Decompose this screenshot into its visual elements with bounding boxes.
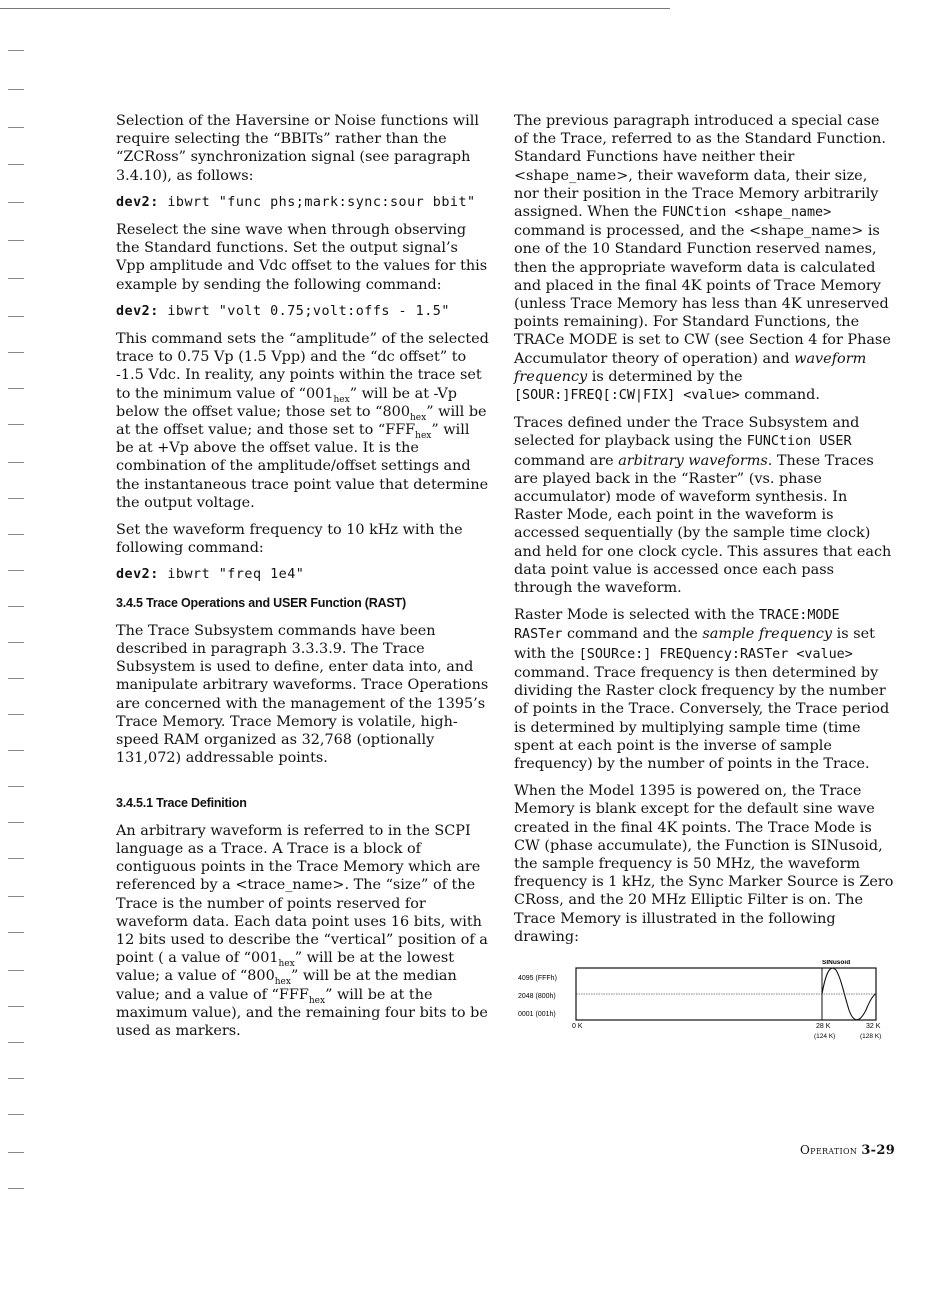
x-tick-128k: (128 K) [860, 1032, 882, 1040]
text-run: Traces defined under the Trace Subsystem and selected for playback using the [514, 415, 860, 450]
margin-tick [8, 1114, 24, 1115]
margin-tick [8, 164, 24, 165]
subscript-hex: hex [410, 412, 427, 423]
inline-code: [SOURce:] FREQuency:RASTer <value> [578, 646, 853, 662]
margin-tick [8, 750, 24, 751]
margin-tick [8, 462, 24, 463]
inline-code: TRACE:MODE RASTer [514, 608, 840, 643]
margin-tick [8, 278, 24, 279]
top-rule [0, 8, 670, 9]
page-footer [800, 1143, 895, 1158]
text-run: command. Trace frequency is then determined by dividing the Raster clock frequency by the number of points in the Trace. Conversely, the Trace period is determined by multiplying sample time (time spent at each point is the inverse of sample frequency) by the number of points in the Trace. [514, 664, 890, 772]
margin-tick [8, 50, 24, 51]
command-example [116, 303, 491, 321]
section-heading: 3.4.5.1 Trace Definition [116, 795, 247, 810]
margin-tick [8, 352, 24, 353]
text-run: command are [514, 452, 619, 469]
x-tick-28k: 28 K [816, 1022, 831, 1030]
paragraph: Selection of the Haversine or Noise functions will require selecting the “BBITs” rather than the “ZCRoss” synchronization signal (see paragraph 3.4.10), as follows: [116, 113, 479, 184]
paragraph: Reselect the sine wave when through observing the Standard functions. Set the output signal’s Vpp amplitude and Vdc offset to the values for this example by sending the following command: [116, 222, 488, 293]
margin-tick [8, 202, 24, 203]
paragraph [116, 822, 491, 1040]
footer-section: Operation [800, 1143, 858, 1157]
label-mid: 2048 (800h) [518, 992, 556, 1000]
text-run: ” will be at -Vp below the offset value; those set to “800 [116, 385, 457, 420]
command-text: ibwrt "volt 0.75;volt:offs - 1.5" [158, 303, 450, 319]
text-run: An arbitrary waveform is referred to in the SCPI language as a Trace. A Trace is a block of contiguous points in the Trace Memory which are referenced by a <trace_name>. The “size” of the Trace is the number of points reserved for waveform data. Each data point uses 16 bits, with 12 bits used to describe the “vertical” position of a point ( a value of “001 [116, 822, 488, 967]
label-min: 0001 (001h) [518, 1010, 556, 1018]
margin-tick [8, 932, 24, 933]
text-run: command. [739, 387, 820, 404]
command-text: ibwrt "freq 1e4" [158, 567, 305, 583]
margin-tick [8, 498, 24, 499]
subscript-hex: hex [274, 977, 291, 988]
subscript-hex: hex [308, 995, 326, 1006]
text-run: command is processed, and the <shape_name> is one of the 10 Standard Function reserved names, then the appropriate waveform data is calculated and placed in the final 4K points of Trace Memory (unless Trace Memory has less than 4K unreserved points remaining). For Standard Functions, the TRACe MODE is set to CW (see Section 4 for Phase Accumulator theory of operation) and [514, 223, 891, 367]
trace-memory-diagram [514, 960, 904, 1042]
paragraph: The Trace Subsystem commands have been described in paragraph 3.3.3.9. The Trace Subsystem is used to define, enter data into, and manipulate arbitrary waveforms. Trace Operations are concerned with the management of the 1395’s Trace Memory. Trace Memory is volatile, high-speed RAM organized as 32,768 (optionally 131,072) addressable points. [116, 622, 489, 767]
sinusoid-label: SINusoid [822, 959, 851, 966]
text-run: ” will be at the maximum value), and the remaining four bits to be used as markers. [116, 986, 488, 1039]
margin-tick [8, 89, 24, 90]
paragraph: When the Model 1395 is powered on, the Trace Memory is blank except for the default sine wave created in the final 4K points. The Trace Mode is CW (phase accumulate), the Function is SINusoid, the sample frequency is 50 MHz, the waveform frequency is 1 kHz, the Sync Marker Source is Zero CRoss, and the 20 MHz Elliptic Filter is on. The Trace Memory is illustrated in the following drawing: [514, 783, 894, 945]
margin-tick [8, 388, 24, 389]
right-column [514, 112, 894, 1042]
paragraph [514, 112, 894, 405]
text-run: ” will be at the offset value; and those set to “FFF [116, 403, 487, 439]
text-run: is determined by the [587, 368, 743, 385]
x-tick-0k: 0 K [572, 1022, 583, 1030]
x-tick-32k: 32 K [866, 1022, 881, 1030]
device-prefix: dev2: [116, 567, 159, 583]
text-run: ” will be at the lowest value; a value of “800 [116, 950, 454, 985]
command-example [116, 566, 491, 584]
margin-tick [8, 1042, 24, 1043]
paragraph [514, 606, 894, 773]
text-run: This command sets the “amplitude” of the selected trace to 0.75 Vp (1.5 Vpp) and the “dc offset” to -1.5 Vdc. In reality, any points within the trace set to the minimum value of “001 [116, 331, 489, 402]
inline-code: FUNCtion <shape_name> [661, 205, 832, 221]
device-prefix: dev2: [116, 303, 159, 319]
margin-tick [8, 534, 24, 535]
left-column [116, 112, 491, 1049]
margin-tick [8, 1078, 24, 1079]
text-run: Raster Mode is selected with the [514, 607, 759, 624]
command-example [116, 194, 491, 212]
margin-tick [8, 642, 24, 643]
margin-tick [8, 714, 24, 715]
text-run: command and the [562, 626, 703, 643]
margin-tick [8, 822, 24, 823]
text-run: . These Traces are played back in the “Raster” (vs. phase accumulator) mode of waveform synthesis. In Raster Mode, each point in the waveform is accessed sequentially (by the sample time clock) and held for one clock cycle. This assures that each data point value is accessed once each pass through the waveform. [514, 452, 892, 597]
device-prefix: dev2: [116, 194, 159, 210]
emphasis: sample frequency [702, 626, 833, 643]
inline-code: [SOUR:]FREQ[:CW|FIX] <value> [514, 388, 740, 404]
margin-tick [8, 127, 24, 128]
text-run: ” will be at the median value; and a value of “FFF [116, 968, 457, 1003]
text-run: is set with the [514, 626, 875, 662]
text-run: ” will be at +Vp above the offset value. It is the combination of the amplitude/offset settings and the instantaneous trace point value that determine the output voltage. [116, 422, 489, 511]
margin-tick [8, 1188, 24, 1189]
section-heading: 3.4.5 Trace Operations and USER Function (RAST) [116, 595, 406, 610]
subscript-hex: hex [415, 431, 432, 442]
margin-tick [8, 424, 24, 425]
margin-tick [8, 678, 24, 679]
margin-tick [8, 970, 24, 971]
margin-tick [8, 786, 24, 787]
margin-tick [8, 1152, 24, 1153]
emphasis: waveform frequency [514, 350, 867, 385]
command-text: ibwrt "func phs;mark:sync:sour bbit" [158, 194, 476, 210]
inline-code: FUNCtion USER [746, 434, 852, 450]
margin-tick [8, 1006, 24, 1007]
page-number: 3-29 [861, 1143, 896, 1158]
text-run: The previous paragraph introduced a special case of the Trace, referred to as the Standard Function. Standard Functions have neither their <shape_name>, their waveform data, their size, nor their position in the Trace Memory arbitrarily assigned. When the [514, 113, 886, 221]
margin-tick [8, 570, 24, 571]
paragraph [514, 414, 894, 597]
x-tick-124k: (124 K) [814, 1032, 836, 1040]
margin-tick [8, 240, 24, 241]
margin-tick [8, 316, 24, 317]
margin-tick [8, 606, 24, 607]
margin-tick [8, 858, 24, 859]
paragraph: Set the waveform frequency to 10 kHz with the following command: [116, 522, 463, 557]
subscript-hex: hex [278, 959, 295, 970]
emphasis: arbitrary waveforms [618, 452, 768, 469]
trace-memory-figure [514, 960, 904, 1042]
paragraph [116, 330, 491, 512]
subscript-hex: hex [333, 394, 350, 405]
label-max: 4095 (FFFh) [518, 974, 557, 982]
margin-tick [8, 896, 24, 897]
